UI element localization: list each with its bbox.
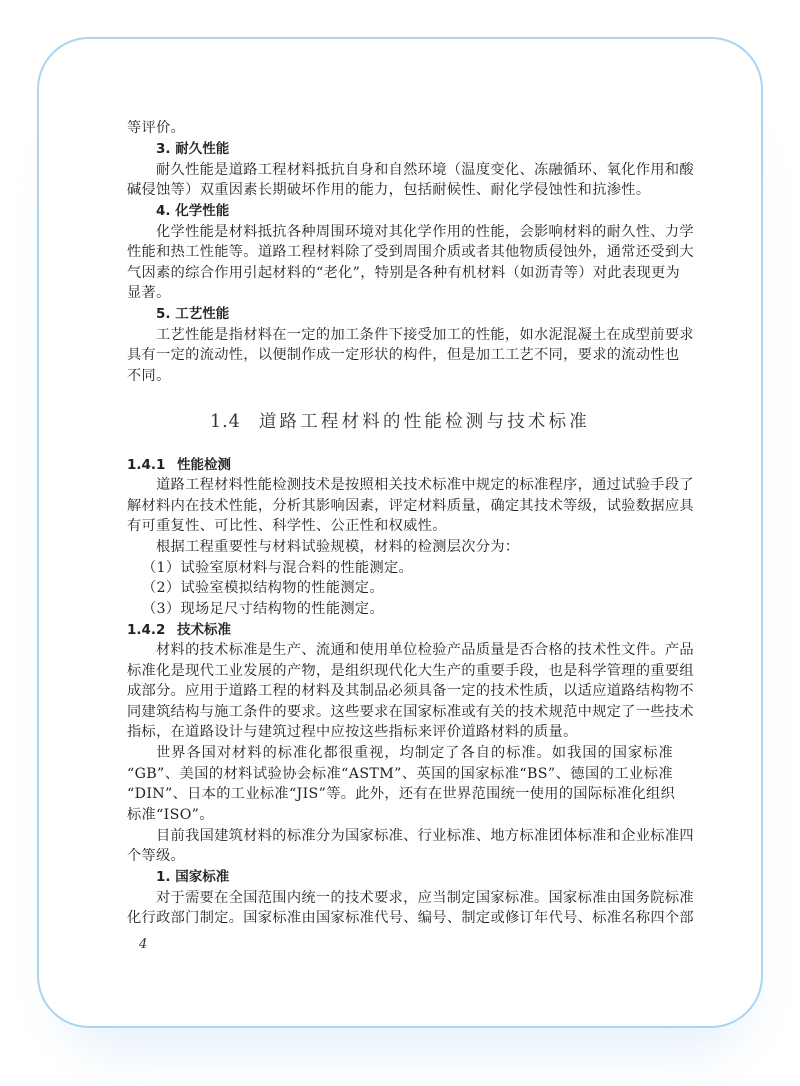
list-item: （3）现场足尺寸结构物的性能测定。 xyxy=(142,601,384,617)
paragraph-line: 化行政部门制定。国家标准由国家标准代号、编号、制定或修订年代号、标准名称四个部 xyxy=(127,910,694,926)
subsection-number: 1.4.1 xyxy=(127,457,166,473)
paragraph-line: “DIN”、日本的工业标准“JIS”等。此外，还有在世界范围统一使用的国际标准化组织 xyxy=(127,786,676,802)
subsection-heading-1-4-1 xyxy=(127,455,231,475)
paragraph-line: 同建筑结构与施工条件的要求。这些要求在国家标准或有关的技术规范中规定了一些技术 xyxy=(127,704,694,720)
section-title: 道路工程材料的性能检测与技术标准 xyxy=(258,412,591,432)
subheading-process: 5. 工艺性能 xyxy=(156,306,230,322)
paragraph-line: 耐久性能是道路工程材料抵抗自身和自然环境（温度变化、冻融循环、氧化作用和酸 xyxy=(156,162,694,178)
paragraph-line: 气因素的综合作用引起材料的“老化”，特别是各种有机材料（如沥青等）对此表现更为 xyxy=(127,265,681,281)
paragraph-line: 解材料内在技术性能，分析其影响因素，评定材料质量，确定其技术等级，试验数据应具 xyxy=(127,498,694,514)
paragraph-line: 指标，在道路设计与建筑过程中应按这些指标来评价道路材料的质量。 xyxy=(127,724,578,740)
paragraph-line: 世界各国对材料的标准化都很重视，均制定了各自的标准。如我国的国家标准 xyxy=(156,745,673,761)
paragraph-line: 有可重复性、可比性、科学性、公正性和权威性。 xyxy=(127,518,447,534)
paragraph-line: 个等级。 xyxy=(127,848,186,864)
subsection-title: 技术标准 xyxy=(177,622,231,638)
subsection-heading-1-4-2 xyxy=(127,620,231,640)
paragraph-line: 对于需要在全国范围内统一的技术要求，应当制定国家标准。国家标准由国务院标准 xyxy=(156,890,694,906)
paragraph-line: 化学性能是材料抵抗各种周围环境对其化学作用的性能，会影响材料的耐久性、力学 xyxy=(156,224,694,240)
paragraph-line: 等评价。 xyxy=(127,120,186,136)
paragraph-line: 成部分。应用于道路工程的材料及其制品必须具备一定的技术性质，以适应道路结构物不 xyxy=(127,683,694,699)
page-number: 4 xyxy=(139,937,148,952)
paragraph-line: 性能和热工性能等。道路工程材料除了受到周围介质或者其他物质侵蚀外，通常还受到大 xyxy=(127,244,694,260)
paragraph-line: 不同。 xyxy=(127,368,171,384)
paragraph-line: 材料的技术标准是生产、流通和使用单位检验产品质量是否合格的技术性文件。产品 xyxy=(156,642,694,658)
paragraph-line: 显著。 xyxy=(127,285,171,301)
paragraph-line: 根据工程重要性与材料试验规模，材料的检测层次分为： xyxy=(156,539,520,555)
subheading-national-standard: 1. 国家标准 xyxy=(156,869,230,885)
subsection-number: 1.4.2 xyxy=(127,622,166,638)
paragraph-line: 碱侵蚀等）双重因素长期破坏作用的能力，包括耐候性、耐化学侵蚀性和抗渗性。 xyxy=(127,182,651,198)
paragraph-line: “GB”、美国的材料试验协会标准“ASTM”、英国的国家标准“BS”、德国的工业标准 xyxy=(127,766,673,782)
paragraph-line: 具有一定的流动性，以便制作成一定形状的构件，但是加工工艺不同，要求的流动性也 xyxy=(127,347,680,363)
list-item: （2）试验室模拟结构物的性能测定。 xyxy=(142,580,384,596)
paragraph-line: 目前我国建筑材料的标准分为国家标准、行业标准、地方标准团体标准和企业标准四 xyxy=(156,828,694,844)
paragraph-line: 道路工程材料性能检测技术是按照相关技术标准中规定的标准程序，通过试验手段了 xyxy=(156,477,694,493)
subsection-title: 性能检测 xyxy=(177,457,231,473)
subheading-durability: 3. 耐久性能 xyxy=(156,141,230,157)
paragraph-line: 工艺性能是指材料在一定的加工条件下接受加工的性能，如水泥混凝土在成型前要求 xyxy=(156,327,694,343)
paragraph-line: 标准“ISO”。 xyxy=(127,807,214,823)
section-number: 1.4 xyxy=(209,412,241,432)
list-item: （1）试验室原材料与混合料的性能测定。 xyxy=(142,560,414,576)
paragraph-line: 标准化是现代工业发展的产物，是组织现代化大生产的重要手段，也是科学管理的重要组 xyxy=(127,663,694,679)
section-heading-1-4 xyxy=(127,410,673,434)
subheading-chemical: 4. 化学性能 xyxy=(156,203,230,219)
